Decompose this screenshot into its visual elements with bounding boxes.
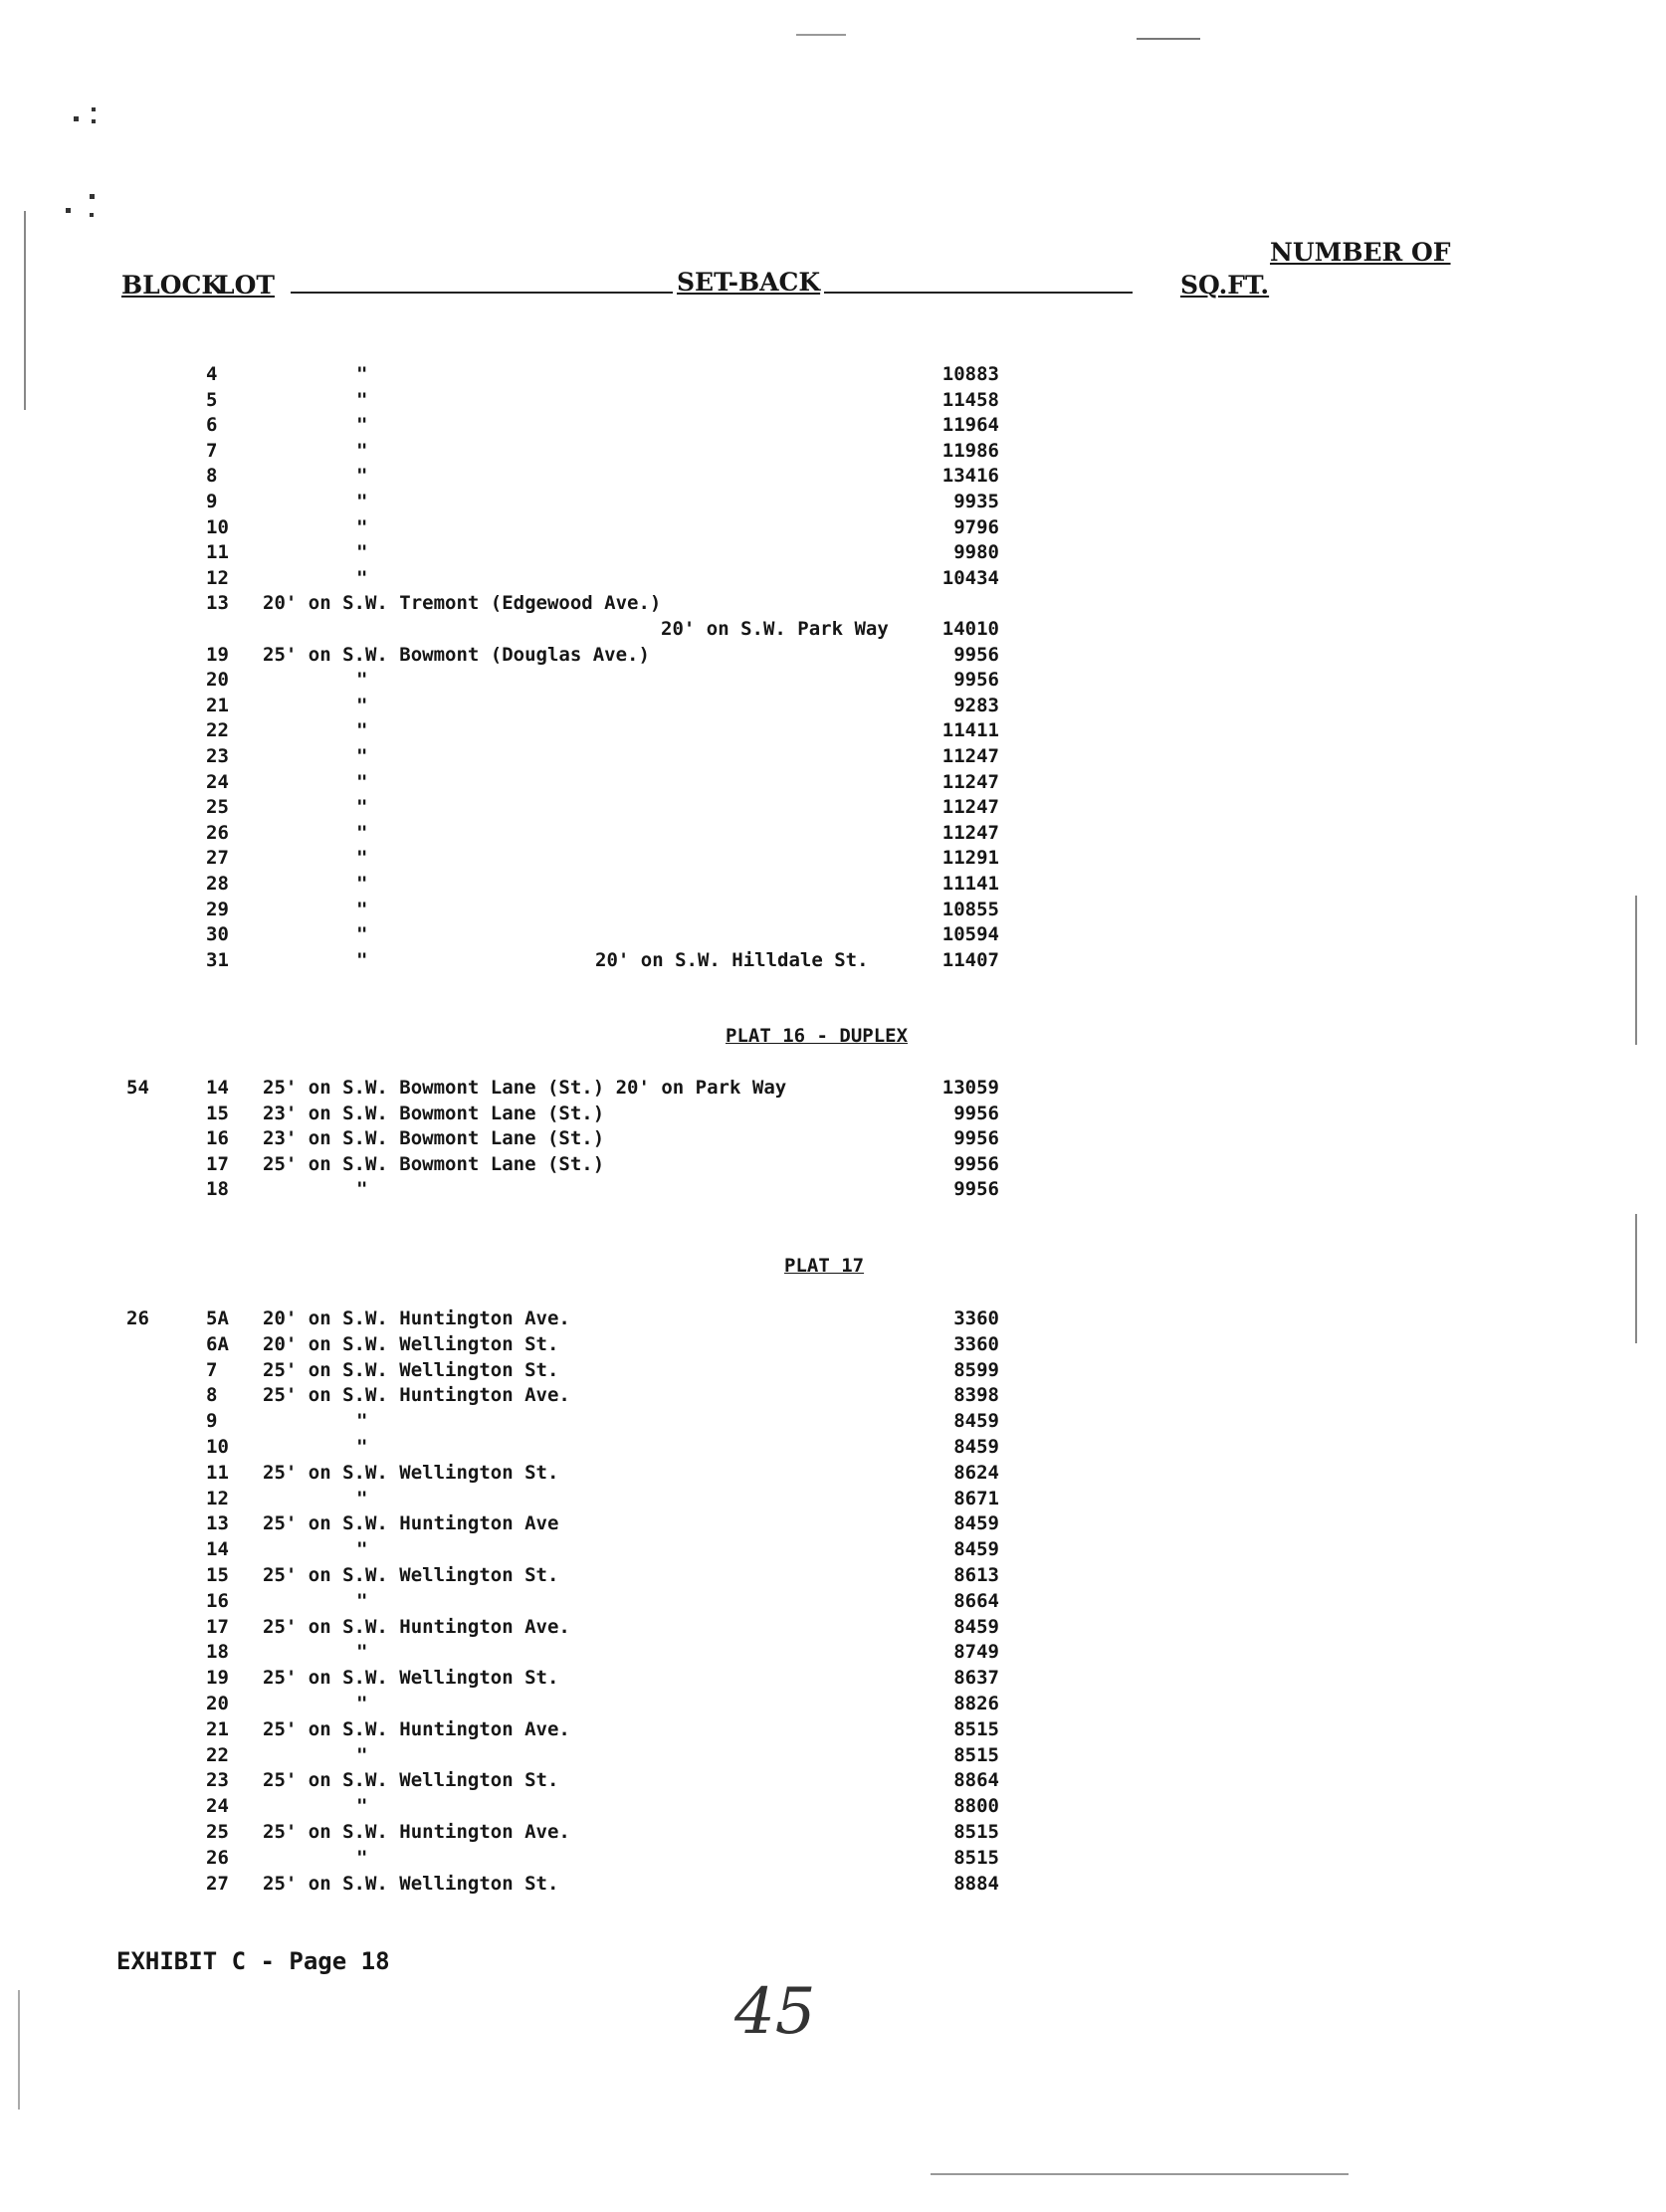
table-row [0, 1691, 1666, 1716]
lot-cell: 18 [206, 1641, 229, 1664]
setback-cell: " [356, 948, 368, 971]
sqft-cell: 11411 [941, 719, 999, 742]
sqft-cell: 8864 [953, 1769, 999, 1792]
table-row [0, 1614, 1666, 1640]
setback-cell: " [356, 1589, 368, 1612]
setback-cell: " [356, 719, 368, 742]
lot-cell: 7 [206, 439, 218, 462]
table-row [0, 1871, 1666, 1897]
lot-cell: 20 [206, 669, 229, 692]
sqft-cell: 8800 [953, 1795, 999, 1818]
lot-cell: 22 [206, 719, 229, 742]
table-row [0, 1536, 1666, 1562]
setback-cell: 20' on S.W. Huntington Ave. [263, 1307, 570, 1329]
sqft-cell: 8459 [953, 1615, 999, 1638]
table-row [0, 1588, 1666, 1614]
section-title-plat-17: PLAT 17 [784, 1255, 865, 1277]
block-cell: 54 [126, 1077, 149, 1099]
setback-cell: " [356, 694, 368, 716]
sqft-cell: 9796 [953, 515, 999, 538]
lot-cell: 6 [206, 414, 218, 437]
setback-cell: 23' on S.W. Bowmont Lane (St.) [263, 1127, 605, 1150]
setback-cell: " [356, 439, 368, 462]
lot-cell: 11 [206, 1461, 229, 1484]
lot-cell: 14 [206, 1538, 229, 1561]
lot-cell: 9 [206, 491, 218, 512]
table-row [0, 565, 1666, 591]
sqft-cell: 11407 [941, 948, 999, 971]
setback-cell: 20' on S.W. Park Way [661, 618, 889, 640]
table-row [0, 1486, 1666, 1511]
table-row [0, 590, 1666, 616]
setback-cell: 23' on S.W. Bowmont Lane (St.) [263, 1102, 605, 1124]
setback-cell: " [356, 566, 368, 589]
table-row [0, 412, 1666, 438]
lot-cell: 31 [206, 948, 229, 971]
sqft-cell: 8624 [953, 1461, 999, 1484]
scan-speck [92, 119, 96, 123]
lot-cell: 24 [206, 1795, 229, 1818]
lot-cell: 9 [206, 1410, 218, 1433]
table-row [0, 1151, 1666, 1177]
lot-cell: 14 [206, 1077, 229, 1099]
table-row [0, 820, 1666, 846]
setback-cell: " [356, 821, 368, 844]
setback-cell: 25' on S.W. Wellington St. [263, 1872, 559, 1895]
setback-extra-cell: 20' on S.W. Hilldale St. [595, 948, 869, 971]
table-row [0, 1845, 1666, 1871]
lot-cell: 13 [206, 592, 229, 615]
table-row [0, 845, 1666, 871]
sqft-cell: 13059 [941, 1077, 999, 1099]
setback-cell: " [356, 745, 368, 767]
sqft-cell: 8459 [953, 1538, 999, 1561]
sqft-cell: 13416 [941, 465, 999, 488]
sqft-cell: 9956 [953, 1178, 999, 1201]
sqft-cell: 10434 [941, 566, 999, 589]
setback-cell: 25' on S.W. Wellington St. [263, 1564, 559, 1586]
setback-cell: " [356, 1846, 368, 1869]
sqft-cell: 11247 [941, 796, 999, 819]
setback-cell: " [356, 515, 368, 538]
table-row [0, 1819, 1666, 1845]
sqft-cell: 8515 [953, 1743, 999, 1766]
lot-cell: 17 [206, 1615, 229, 1638]
sqft-cell: 14010 [941, 618, 999, 640]
table-row [0, 1101, 1666, 1126]
sqft-cell: 11986 [941, 439, 999, 462]
sqft-cell: 8599 [953, 1358, 999, 1381]
lot-cell: 7 [206, 1358, 218, 1381]
setback-cell: 25' on S.W. Huntington Ave. [263, 1821, 570, 1843]
lot-cell: 19 [206, 643, 229, 666]
header-block: BLOCK [121, 271, 224, 300]
lot-cell: 16 [206, 1127, 229, 1150]
setback-cell: " [356, 1178, 368, 1201]
table-row [0, 897, 1666, 922]
setback-cell: " [356, 1436, 368, 1458]
exhibit-page-label: EXHIBIT C - Page 18 [116, 1947, 390, 1975]
table-row [0, 1639, 1666, 1665]
setback-cell: " [356, 1743, 368, 1766]
table-row [0, 387, 1666, 413]
sqft-cell: 8459 [953, 1410, 999, 1433]
table-row [0, 1075, 1666, 1101]
table-row [0, 489, 1666, 514]
table-row [0, 1331, 1666, 1357]
setback-cell: 25' on S.W. Bowmont Lane (St.) [263, 1152, 605, 1175]
table-row [0, 1767, 1666, 1793]
sqft-cell: 8664 [953, 1589, 999, 1612]
sqft-cell: 9956 [953, 669, 999, 692]
table-row [0, 947, 1666, 973]
lot-cell: 21 [206, 694, 229, 716]
block-cell: 26 [126, 1307, 149, 1329]
lot-cell: 8 [206, 465, 218, 488]
lot-cell: 18 [206, 1178, 229, 1201]
table-row [0, 438, 1666, 464]
sqft-cell: 8398 [953, 1384, 999, 1407]
sqft-cell: 9956 [953, 1127, 999, 1150]
sqft-cell: 8515 [953, 1717, 999, 1740]
table-row [0, 794, 1666, 820]
setback-cell: 25' on S.W. Bowmont Lane (St.) 20' on Park Way [263, 1077, 787, 1099]
table-row [0, 1176, 1666, 1202]
lot-cell: 25 [206, 796, 229, 819]
setback-cell: " [356, 414, 368, 437]
sqft-cell: 11247 [941, 770, 999, 793]
setback-cell: " [356, 669, 368, 692]
lot-cell: 29 [206, 898, 229, 920]
table-row [0, 667, 1666, 693]
table-row [0, 642, 1666, 668]
sqft-cell: 8749 [953, 1641, 999, 1664]
sqft-cell: 8459 [953, 1436, 999, 1458]
lot-cell: 11 [206, 541, 229, 564]
lot-cell: 5 [206, 388, 218, 411]
sqft-cell: 11141 [941, 873, 999, 895]
sqft-cell: 9980 [953, 541, 999, 564]
sqft-cell: 8613 [953, 1564, 999, 1586]
sqft-cell: 3360 [953, 1307, 999, 1329]
setback-cell: 25' on S.W. Huntington Ave. [263, 1717, 570, 1740]
setback-cell: " [356, 465, 368, 488]
setback-cell: 25' on S.W. Wellington St. [263, 1769, 559, 1792]
sqft-cell: 10855 [941, 898, 999, 920]
lot-cell: 4 [206, 363, 218, 385]
header-lot: LOT [217, 271, 275, 300]
sqft-cell: 11291 [941, 847, 999, 870]
sqft-cell: 9935 [953, 491, 999, 512]
table-row [0, 743, 1666, 769]
sqft-cell: 8459 [953, 1512, 999, 1535]
setback-cell: " [356, 1538, 368, 1561]
setback-cell: 25' on S.W. Huntington Ave. [263, 1615, 570, 1638]
table-row [0, 717, 1666, 743]
table-row [0, 871, 1666, 897]
scan-top-mark [796, 34, 846, 36]
sqft-cell: 10594 [941, 923, 999, 946]
table-row [0, 463, 1666, 489]
lot-cell: 27 [206, 1872, 229, 1895]
table-row [0, 921, 1666, 947]
setback-cell: 25' on S.W. Huntington Ave [263, 1512, 559, 1535]
table-row [0, 1382, 1666, 1408]
sqft-cell: 11964 [941, 414, 999, 437]
lot-cell: 20 [206, 1693, 229, 1714]
lot-cell: 30 [206, 923, 229, 946]
lot-cell: 12 [206, 566, 229, 589]
table-row [0, 1306, 1666, 1331]
sqft-cell: 11247 [941, 821, 999, 844]
table-row [0, 616, 1666, 642]
setback-cell: 25' on S.W. Bowmont (Douglas Ave.) [263, 643, 650, 666]
table-row [0, 514, 1666, 540]
sqft-cell: 8515 [953, 1846, 999, 1869]
table-row [0, 1434, 1666, 1460]
table-row [0, 361, 1666, 387]
lot-cell: 19 [206, 1667, 229, 1690]
setback-cell: " [356, 1641, 368, 1664]
sqft-cell: 11458 [941, 388, 999, 411]
sqft-cell: 8671 [953, 1487, 999, 1509]
sqft-cell: 9283 [953, 694, 999, 716]
sqft-cell: 8637 [953, 1667, 999, 1690]
header-number-of: NUMBER OF [1270, 238, 1451, 267]
lot-cell: 6A [206, 1332, 229, 1355]
setback-cell: " [356, 363, 368, 385]
lot-cell: 12 [206, 1487, 229, 1509]
scan-speck [90, 194, 95, 199]
lot-cell: 10 [206, 1436, 229, 1458]
scan-speck [92, 107, 96, 111]
table-row [0, 1742, 1666, 1768]
setback-cell: " [356, 847, 368, 870]
sqft-cell: 8515 [953, 1821, 999, 1843]
lot-cell: 26 [206, 821, 229, 844]
table-row [0, 1408, 1666, 1434]
sqft-cell: 3360 [953, 1332, 999, 1355]
table-row [0, 1665, 1666, 1691]
sqft-cell: 11247 [941, 745, 999, 767]
setback-cell: " [356, 491, 368, 512]
setback-cell: " [356, 1693, 368, 1714]
scan-speck [90, 213, 94, 217]
setback-cell: " [356, 770, 368, 793]
setback-cell: " [356, 1487, 368, 1509]
lot-cell: 21 [206, 1717, 229, 1740]
setback-cell: " [356, 388, 368, 411]
lot-cell: 5A [206, 1307, 229, 1329]
lot-cell: 8 [206, 1384, 218, 1407]
lot-cell: 23 [206, 745, 229, 767]
setback-cell: 25' on S.W. Wellington St. [263, 1461, 559, 1484]
setback-cell: 25' on S.W. Wellington St. [263, 1358, 559, 1381]
lot-cell: 24 [206, 770, 229, 793]
sqft-cell: 10883 [941, 363, 999, 385]
table-row [0, 769, 1666, 795]
lot-cell: 13 [206, 1512, 229, 1535]
lot-cell: 28 [206, 873, 229, 895]
scan-speck [74, 116, 79, 121]
table-row [0, 1460, 1666, 1486]
setback-cell: 25' on S.W. Wellington St. [263, 1667, 559, 1690]
header-setback: SET-BACK [673, 270, 824, 295]
setback-cell: " [356, 796, 368, 819]
setback-cell: " [356, 1410, 368, 1433]
lot-cell: 15 [206, 1564, 229, 1586]
scan-bottom-mark [931, 2173, 1349, 2175]
setback-cell: 25' on S.W. Huntington Ave. [263, 1384, 570, 1407]
table-row [0, 693, 1666, 718]
sqft-cell: 8884 [953, 1872, 999, 1895]
lot-cell: 22 [206, 1743, 229, 1766]
setback-cell: " [356, 898, 368, 920]
header-sq-ft: SQ.FT. [1180, 271, 1270, 300]
setback-cell: " [356, 541, 368, 564]
table-row [0, 1716, 1666, 1742]
setback-cell: 20' on S.W. Tremont (Edgewood Ave.) [263, 592, 662, 615]
setback-cell: 20' on S.W. Wellington St. [263, 1332, 559, 1355]
setback-cell: " [356, 923, 368, 946]
handwritten-page-number: 45 [734, 1975, 816, 2049]
table-row [0, 1510, 1666, 1536]
table-row [0, 1793, 1666, 1819]
setback-cell: " [356, 873, 368, 895]
lot-cell: 23 [206, 1769, 229, 1792]
lot-cell: 16 [206, 1589, 229, 1612]
lot-cell: 25 [206, 1821, 229, 1843]
setback-cell: " [356, 1795, 368, 1818]
section-title-plat-16: PLAT 16 - DUPLEX [726, 1025, 909, 1047]
scan-top-mark [1137, 38, 1200, 40]
table-row [0, 1357, 1666, 1383]
sqft-cell: 9956 [953, 1152, 999, 1175]
scan-margin-line [18, 1990, 20, 2110]
lot-cell: 27 [206, 847, 229, 870]
lot-cell: 10 [206, 515, 229, 538]
table-row [0, 1125, 1666, 1151]
sqft-cell: 9956 [953, 643, 999, 666]
sqft-cell: 8826 [953, 1693, 999, 1714]
sqft-cell: 9956 [953, 1102, 999, 1124]
lot-cell: 15 [206, 1102, 229, 1124]
table-row [0, 539, 1666, 565]
scan-speck [66, 208, 71, 213]
table-row [0, 1562, 1666, 1588]
lot-cell: 26 [206, 1846, 229, 1869]
lot-cell: 17 [206, 1152, 229, 1175]
